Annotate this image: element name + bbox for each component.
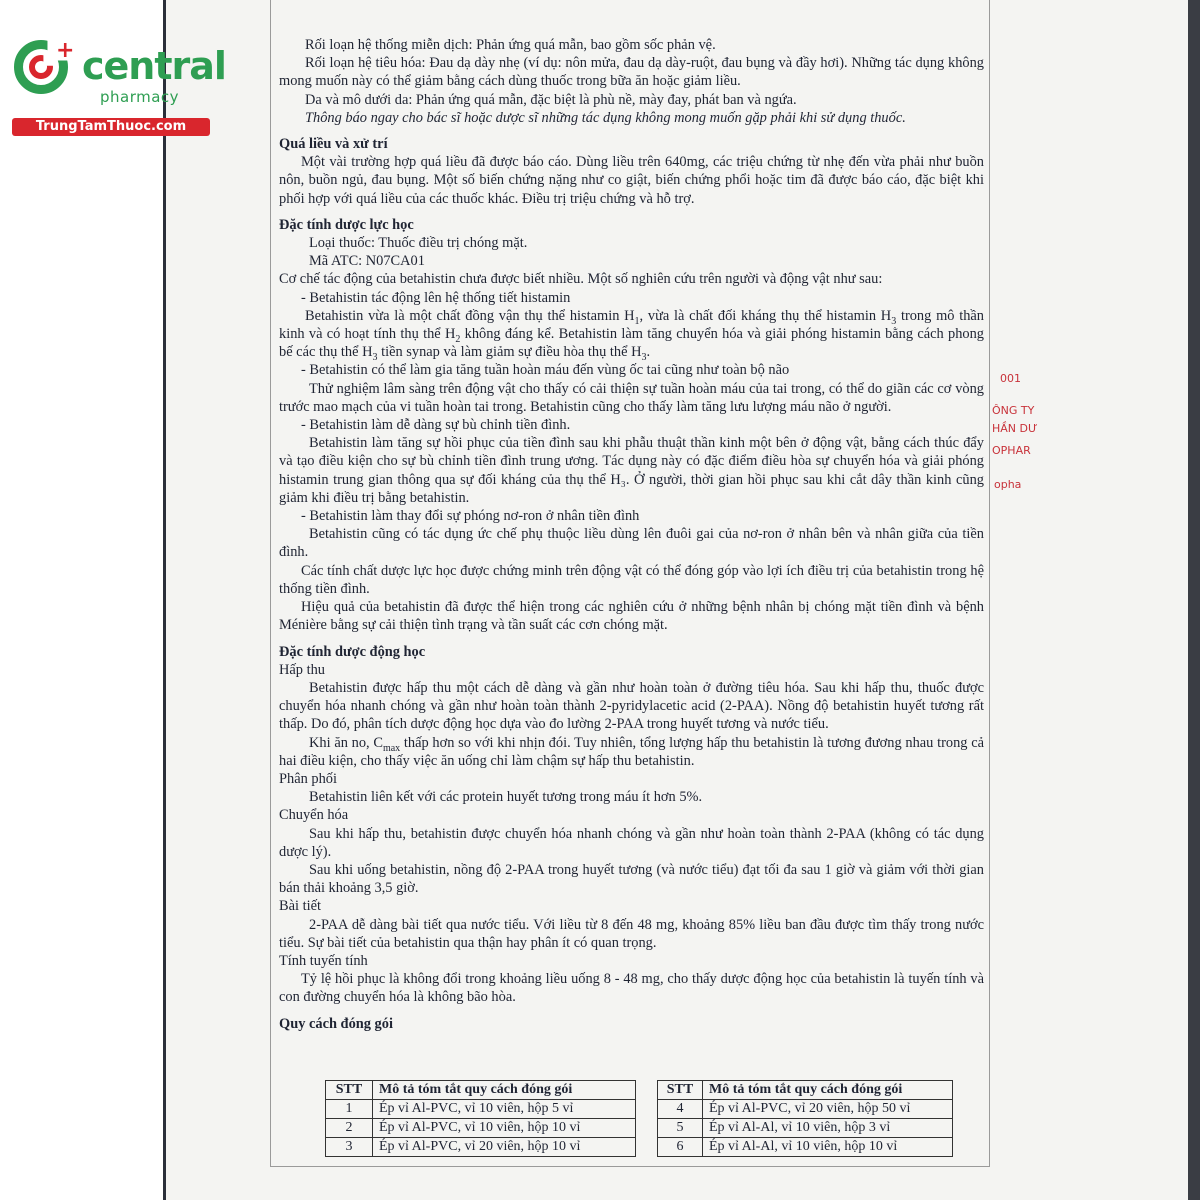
stamp-text: ÔNG TY (992, 404, 1035, 417)
stamp-text: OPHAR (992, 444, 1031, 457)
section-heading: Đặc tính dược động học (279, 643, 426, 660)
paragraph: Cơ chế tác động của betahistin chưa được biết nhiều. Một số nghiên cứu trên người và động vật như sau: (279, 271, 883, 288)
paragraph: Rối loạn hệ tiêu hóa: Đau dạ dày nhẹ (ví dụ: nôn mửa, đau dạ dày-ruột, đau bụng và đầy hơi). Những tác dụng không mong muốn này có thể giảm bằng cách dùng thuốc trong bữa ăn hoặc giảm liều. (279, 55, 984, 90)
paragraph: Rối loạn hệ thống miễn dịch: Phản ứng quá mẫn, bao gồm sốc phản vệ. (305, 37, 716, 53)
paragraph: Loại thuốc: Thuốc điều trị chóng mặt. (309, 235, 528, 252)
paragraph: - Betahistin tác động lên hệ thống tiết histamin (301, 289, 571, 306)
stamp-text: opha (994, 478, 1022, 491)
logo-subtitle: pharmacy (100, 88, 180, 106)
paragraph: Chuyển hóa (279, 807, 349, 824)
paragraph: Hấp thu (279, 661, 325, 678)
document-body (279, 36, 984, 1033)
paragraph: Sau khi uống betahistin, nồng độ 2-PAA trong huyết tương (và nước tiểu) đạt tối đa sau 1 giờ và giảm với thời gian bán thải khoảng 3,5 giờ. (279, 861, 984, 897)
paragraph: - Betahistin có thể làm gia tăng tuần hoàn máu đến vùng ốc tai cũng như toàn bộ não (301, 362, 790, 379)
paragraph: Tỷ lệ hồi phục là không đổi trong khoảng liều uống 8 - 48 mg, cho thấy dược động học của betahistin là tuyến tính và con đường chuyển hóa là không bão hòa. (279, 971, 984, 1006)
paragraph: Betahistin làm tăng sự hồi phục của tiền đình sau khi phẫu thuật thần kinh một bên ở động vật, bằng cách thúc đẩy và tạo điều kiện cho sự bù chỉnh tiền đình trung ương. Tác dụng này có đặc điểm điều hòa sự chuyển hóa và giải phóng histamin trung gian thông qua sự đối kháng của thụ thể H₃. Ở người, thời gian hồi phục sau khi cắt dây thần kinh cũng giảm khi điều trị bằng betahistin. (279, 435, 984, 506)
stamp-text: HẦN DƯ (992, 422, 1038, 435)
table-row: 6 Ép vỉ Al-Al, vỉ 10 viên, hộp 10 vỉ (658, 1138, 953, 1157)
paragraph: Da và mô dưới da: Phản ứng quá mẫn, đặc biệt là phù nề, mày đay, phát ban và ngứa. (305, 91, 797, 108)
packaging-table-right (657, 1080, 953, 1157)
pharmacy-logo[interactable] (10, 38, 226, 138)
table-row: 3 Ép vỉ Al-PVC, vỉ 20 viên, hộp 10 vỉ (326, 1138, 636, 1157)
section-heading: Quy cách đóng gói (279, 1015, 393, 1032)
paragraph: Bài tiết (279, 898, 321, 915)
column-header-stt: STT (326, 1081, 373, 1100)
column-header-description: Mô tả tóm tắt quy cách đóng gói (703, 1081, 953, 1100)
paragraph: Betahistin liên kết với các protein huyết tương trong máu ít hơn 5%. (309, 789, 703, 806)
scan-margin (0, 0, 163, 1200)
column-header-stt: STT (658, 1081, 703, 1100)
paragraph: 2-PAA dễ dàng bài tiết qua nước tiểu. Với liều từ 8 đến 48 mg, khoảng 85% liều ban đầu được tìm thấy trong nước tiểu. Sự bài tiết của betahistin qua thận hay phân ít có quan trọng. (279, 916, 984, 951)
paragraph: Thông báo ngay cho bác sĩ hoặc dược sĩ những tác dụng không mong muốn gặp phải khi sử dụng thuốc. (305, 109, 906, 126)
paragraph: Betahistin vừa là một chất đồng vận thụ thể histamin $H_1$, vừa là chất đối kháng thụ thể histamin $H_3$ trong mô thần kinh và có hoạt tính thụ thể $H_2$ không đáng kể. Betahistin làm tăng chuyển hóa và giải phóng histamin bằng cách phong bế các thụ thể $H_3$ tiền synap và làm giảm sự điều hòa thụ thể $H_3$. (279, 307, 984, 364)
paragraph: Mã ATC: N07CA01 (309, 253, 425, 270)
column-header-description: Mô tả tóm tắt quy cách đóng gói (373, 1081, 636, 1100)
packaging-table-left (325, 1080, 636, 1157)
table-row: 4 Ép vỉ Al-PVC, vỉ 20 viên, hộp 50 vỉ (658, 1100, 953, 1119)
paragraph: Sau khi hấp thu, betahistin được chuyển hóa nhanh chóng và gần như hoàn toàn thành 2-PAA (không có tác dụng dược lý). (279, 825, 984, 860)
paragraph: Betahistin cũng có tác dụng ức chế phụ thuộc liều dùng lên đuôi gai của nơ-ron ở nhân bên và nhân giữa của tiền đình. (279, 526, 984, 561)
paragraph: Khi ăn no, $C_{max}$ thấp hơn so với khi nhịn đói. Tuy nhiên, tổng lượng hấp thu betahistin là tương đương nhau trong cả hai điều kiện, cho thấy việc ăn uống chỉ làm chậm sự hấp thu betahistin. (279, 734, 984, 769)
paragraph: Các tính chất dược lực học được chứng minh trên động vật có thể đóng góp vào lợi ích điều trị của betahistin trong hệ thống tiền đình. (279, 562, 984, 597)
logo-inner-icon (29, 55, 53, 79)
logo-name: central (82, 44, 226, 88)
table-row: 2 Ép vỉ Al-PVC, vỉ 10 viên, hộp 10 vỉ (326, 1119, 636, 1138)
stamp-text: 001 (1000, 372, 1021, 385)
company-stamp (988, 370, 1038, 500)
scan-edge-right (1188, 0, 1200, 1200)
paragraph: - Betahistin làm thay đổi sự phóng nơ-ron ở nhân tiền đình (301, 508, 640, 525)
table-row: 1 Ép vỉ Al-PVC, vỉ 10 viên, hộp 5 vỉ (326, 1100, 636, 1119)
paragraph: Phân phối (279, 770, 337, 787)
paragraph: Thử nghiệm lâm sàng trên động vật cho thấy có cải thiện sự tuần hoàn máu của tai trong, có thể do giãn các cơ vòng trước mao mạch của vi tuần hoàn tai trong. Betahistin cũng cho thấy làm tăng lưu lượng máu não ở người. (279, 380, 984, 415)
table-row: 5 Ép vỉ Al-Al, vỉ 10 viên, hộp 3 vỉ (658, 1119, 953, 1138)
logo-website: TrungTamThuoc.com (12, 118, 210, 136)
plus-icon: + (56, 38, 75, 63)
paragraph: - Betahistin làm dễ dàng sự bù chỉnh tiền đình. (301, 417, 571, 434)
paragraph: Tính tuyến tính (279, 952, 368, 969)
paragraph: Hiệu quả của betahistin đã được thể hiện trong các nghiên cứu ở những bệnh nhân bị chóng mặt tiền đình và bệnh Ménière bằng sự cải thiện tình trạng và tần suất các cơn chóng mặt. (279, 599, 984, 634)
section-heading: Quá liều và xử trí (279, 136, 388, 153)
paragraph: Betahistin được hấp thu một cách dễ dàng và gần như hoàn toàn ở đường tiêu hóa. Sau khi hấp thu, thuốc được chuyển hóa nhanh chóng và gần như hoàn toàn thành 2-pyridylacetic acid (2-PAA). Nồng độ betahistin huyết tương rất thấp. Do đó, phân tích dược động học dựa vào đo lường 2-PAA trong huyết tương và nước tiểu. (279, 679, 984, 733)
paragraph: Một vài trường hợp quá liều đã được báo cáo. Dùng liều trên 640mg, các triệu chứng từ nhẹ đến vừa phải như buồn nôn, buồn ngủ, đau bụng. Một số biến chứng nặng như co giật, biến chứng phổi hoặc tim đã được báo cáo, đặc biệt khi phối hợp với quá liều của các thuốc khác. Điều trị triệu chứng và hỗ trợ. (279, 154, 984, 207)
section-heading: Đặc tính dược lực học (279, 216, 414, 233)
